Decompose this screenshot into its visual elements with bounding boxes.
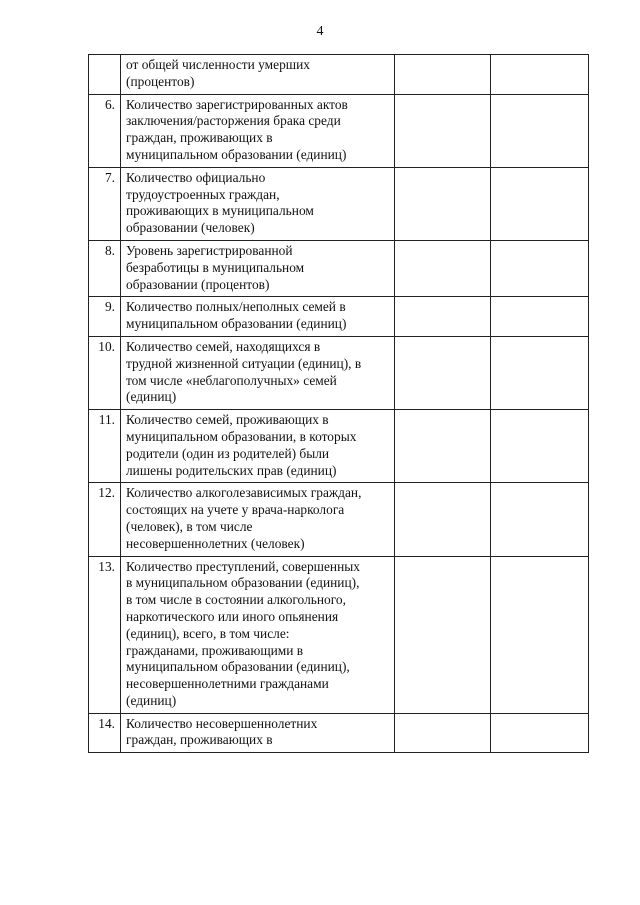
indicator-text-line: от общей численности умерших <box>126 57 310 72</box>
indicator-text-line: родители (один из родителей) были <box>126 445 330 461</box>
row-number: 13. <box>89 556 121 713</box>
indicator-text-line: заключения/расторжения брака среди <box>126 113 341 129</box>
page-number: 4 <box>316 24 324 39</box>
indicator-text-line: Количество преступлений, совершенных <box>126 558 360 574</box>
value-cell-2 <box>491 55 589 95</box>
indicator-text-line: муниципальном образовании (единиц) <box>126 316 347 332</box>
indicator-name <box>121 713 395 753</box>
value-cell-2 <box>491 94 589 167</box>
indicator-name <box>121 94 395 167</box>
indicator-text-line: (человек), в том числе <box>126 518 253 534</box>
table-row <box>89 94 589 167</box>
indicator-text-line: образовании (человек) <box>126 220 255 236</box>
value-cell-2 <box>491 167 589 240</box>
value-cell-2 <box>491 336 589 409</box>
indicator-name <box>121 556 395 713</box>
value-cell-2 <box>491 483 589 556</box>
indicator-text-line: трудоустроенных граждан, <box>126 186 280 202</box>
row-number: 7. <box>89 167 121 240</box>
indicator-name <box>121 240 395 296</box>
value-cell-1 <box>395 556 491 713</box>
row-number: 14. <box>89 713 121 753</box>
table-row <box>89 410 589 483</box>
value-cell-1 <box>395 167 491 240</box>
value-cell-1 <box>395 410 491 483</box>
row-number: 6. <box>89 94 121 167</box>
indicator-text-line: муниципальном образовании, в которых <box>126 428 357 444</box>
indicator-text-line: муниципальном образовании (единиц) <box>126 146 347 162</box>
indicator-text-line: несовершеннолетних (человек) <box>126 535 305 551</box>
indicator-text-line: Уровень зарегистрированной <box>126 242 293 258</box>
indicator-text-line: наркотического или иного опьянения <box>126 608 339 624</box>
value-cell-1 <box>395 483 491 556</box>
indicator-name <box>121 167 395 240</box>
indicators-table-body <box>89 55 589 753</box>
indicators-table <box>88 54 589 753</box>
indicator-text-line: Количество зарегистрированных актов <box>126 96 348 112</box>
indicator-text-line: муниципальном образовании (единиц), <box>126 659 350 675</box>
indicator-text-line: (процентов) <box>126 73 195 89</box>
table-row <box>89 167 589 240</box>
indicator-text-line: лишены родительских прав (единиц) <box>126 462 337 478</box>
indicator-text-line: (единиц) <box>126 692 177 708</box>
indicator-text-line: Количество семей, проживающих в <box>126 412 329 428</box>
value-cell-2 <box>491 297 589 337</box>
table-row <box>89 483 589 556</box>
value-cell-2 <box>491 240 589 296</box>
value-cell-1 <box>395 336 491 409</box>
value-cell-1 <box>395 240 491 296</box>
indicator-text-line: в том числе в состоянии алкогольного, <box>126 592 346 608</box>
indicator-name <box>121 410 395 483</box>
value-cell-1 <box>395 297 491 337</box>
indicator-text-line: образовании (процентов) <box>126 276 270 292</box>
indicator-text-line: граждан, проживающих в <box>126 732 273 748</box>
indicator-name <box>121 55 395 95</box>
indicator-text-line: граждан, проживающих в <box>126 130 273 146</box>
indicator-text-line: Количество семей, находящихся в <box>126 338 321 354</box>
indicator-text-line: состоящих на учете у врача-нарколога <box>126 502 345 518</box>
value-cell-2 <box>491 410 589 483</box>
indicator-text-line: Количество несовершеннолетних <box>126 715 318 731</box>
table-row <box>89 297 589 337</box>
row-number: 9. <box>89 297 121 337</box>
indicator-name <box>121 336 395 409</box>
table-row <box>89 240 589 296</box>
row-number: 11. <box>89 410 121 483</box>
indicator-text-line: том числе «неблагополучных» семей <box>126 372 337 388</box>
value-cell-2 <box>491 556 589 713</box>
row-number <box>89 55 121 95</box>
row-number: 12. <box>89 483 121 556</box>
indicator-text-line: гражданами, проживающими в <box>126 642 304 658</box>
indicator-name <box>121 483 395 556</box>
table-row <box>89 336 589 409</box>
indicator-text-line: Количество полных/неполных семей в <box>126 299 346 315</box>
indicator-text-line: несовершеннолетними гражданами <box>126 676 329 692</box>
table-row <box>89 55 589 95</box>
indicator-text-line: (единиц), всего, в том числе: <box>126 625 290 641</box>
indicator-text-line: проживающих в муниципальном <box>126 203 314 219</box>
value-cell-1 <box>395 55 491 95</box>
indicator-text-line: Количество официально <box>126 169 266 185</box>
indicator-text-line: трудной жизненной ситуации (единиц), в <box>126 355 362 371</box>
value-cell-1 <box>395 713 491 753</box>
indicator-name <box>121 297 395 337</box>
row-number: 8. <box>89 240 121 296</box>
indicator-text-line: Количество алкоголезависимых граждан, <box>126 485 362 501</box>
indicator-text-line: безработицы в муниципальном <box>126 259 305 275</box>
indicator-text-line: в муниципальном образовании (единиц), <box>126 575 360 591</box>
table-row <box>89 556 589 713</box>
row-number: 10. <box>89 336 121 409</box>
indicator-text-line: (единиц) <box>126 389 177 405</box>
value-cell-1 <box>395 94 491 167</box>
value-cell-2 <box>491 713 589 753</box>
table-row <box>89 713 589 753</box>
